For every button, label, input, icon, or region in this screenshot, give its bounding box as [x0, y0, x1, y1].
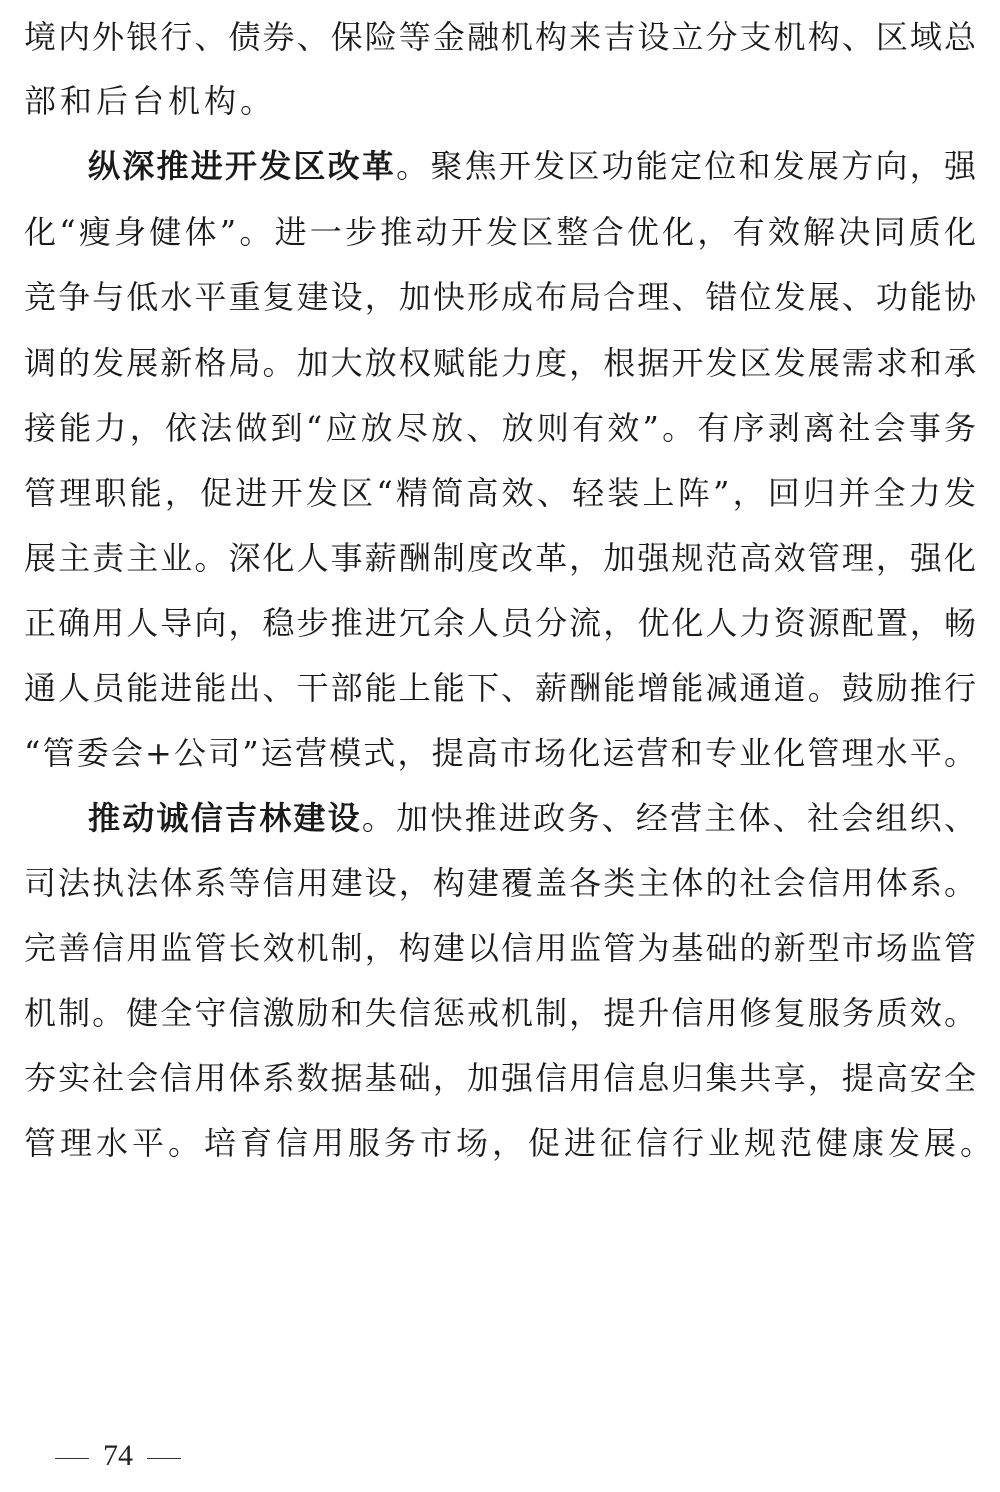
paragraph-3-line-3: 完善信用监管长效机制，构建以信用监管为基础的新型市场监管	[24, 929, 976, 967]
paragraph-2-line-7: 展主责主业。深化人事薪酬制度改革，加强规范高效管理，强化	[24, 539, 976, 577]
paragraph-2-line-5: 接能力，依法做到“应放尽放、放则有效”。有序剥离社会事务	[24, 409, 976, 447]
paragraph-3-heading: 推动诚信吉林建设	[88, 799, 362, 837]
footer-dash-left	[55, 1458, 89, 1459]
paragraph-1-line-1: 境内外银行、债券、保险等金融机构来吉设立分支机构、区域总	[24, 18, 976, 56]
paragraph-3-line-1	[88, 793, 976, 843]
paragraph-3-line-2: 司法执法体系等信用建设，构建覆盖各类主体的社会信用体系。	[24, 864, 976, 902]
page-number: 74	[103, 1439, 133, 1472]
paragraph-2-line-1-text: 。聚焦开发区功能定位和发展方向，强	[396, 147, 976, 185]
paragraph-2-line-8: 正确用人导向，稳步推进冗余人员分流，优化人力资源配置，畅	[24, 604, 976, 642]
paragraph-1-line-2: 部和后台机构。	[24, 82, 277, 120]
paragraph-2-line-9: 通人员能进能出、干部能上能下、薪酬能增能减通道。鼓励推行	[24, 669, 976, 707]
paragraph-2-line-10: “管委会+公司”运营模式，提高市场化运营和专业化管理水平。	[24, 734, 976, 772]
footer-dash-right	[147, 1458, 181, 1459]
paragraph-2-line-6: 管理职能，促进开发区“精简高效、轻装上阵”，回归并全力发	[24, 474, 976, 512]
paragraph-2-line-3: 竞争与低水平重复建设，加快形成布局合理、错位发展、功能协	[24, 278, 976, 316]
paragraph-3-line-5: 夯实社会信用体系数据基础，加强信用信息归集共享，提高安全	[24, 1059, 976, 1097]
paragraph-3-line-6: 管理水平。培育信用服务市场，促进征信行业规范健康发展。	[24, 1124, 997, 1162]
paragraph-3-line-1-text: 。加快推进政务、经营主体、社会组织、	[361, 799, 976, 837]
paragraph-3-line-4: 机制。健全守信激励和失信惩戒机制，提升信用修复服务质效。	[24, 994, 976, 1032]
paragraph-2-heading: 纵深推进开发区改革	[88, 147, 397, 185]
paragraph-2-line-1	[88, 141, 976, 191]
paragraph-2-line-4: 调的发展新格局。加大放权赋能力度，根据开发区发展需求和承	[24, 344, 976, 382]
page-footer	[55, 1436, 181, 1476]
paragraph-2-line-2: 化“瘦身健体”。进一步推动开发区整合优化，有效解决同质化	[24, 213, 976, 251]
